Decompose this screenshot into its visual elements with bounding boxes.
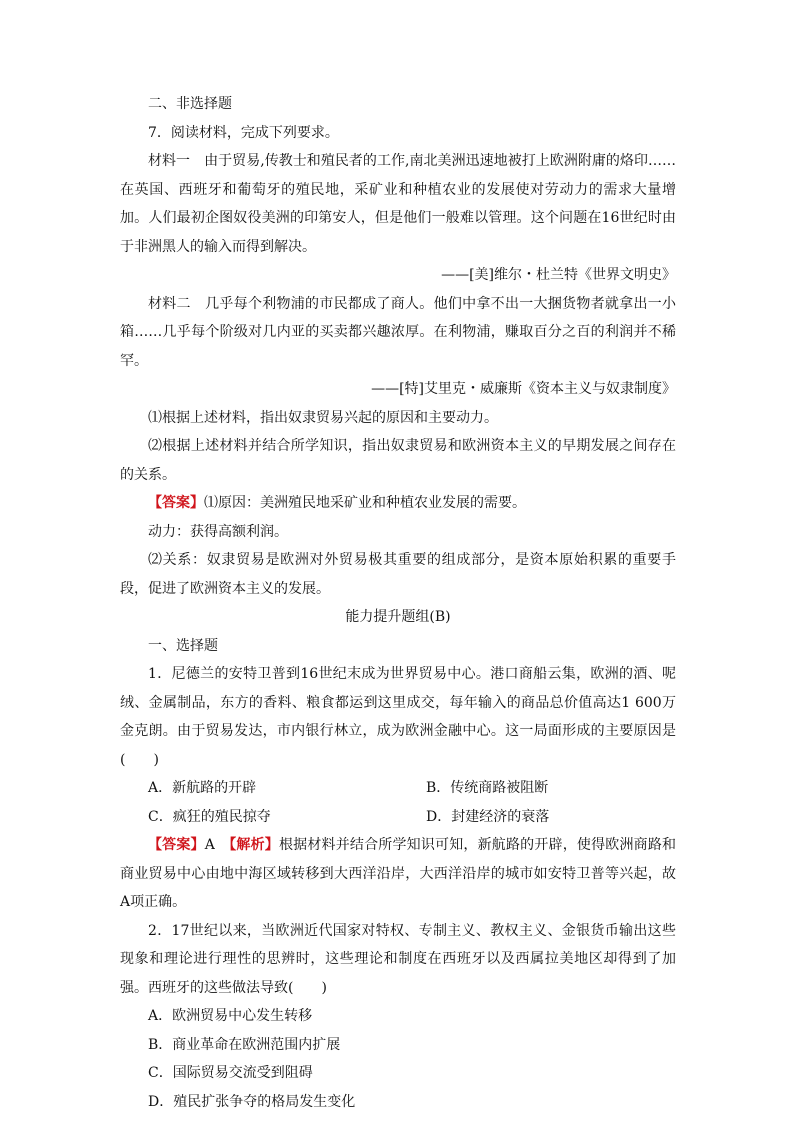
q1-options-row-1: [120, 774, 676, 803]
q7-sub-question-1: ⑴根据上述材料，指出奴隶贸易兴起的原因和主要动力。: [148, 409, 498, 426]
q1-option-d: D．封建经济的衰落: [426, 808, 550, 825]
q1-stem: 1．尼德兰的安特卫普到16世纪末成为世界贸易中心。港口商船云集，欧洲的酒、呢绒、金属制品，东方的香料、粮食都运到这里成交，每年输入的商品总价值高达1 600万金克朗。由于贸易发达，市内银行林立，成为欧洲金融中心。这一局面形成的主要原因是( ): [120, 666, 676, 768]
q7-source-2: ——[特]艾里克・威廉斯《资本主义与奴隶制度》: [371, 381, 676, 397]
q1-answer: [120, 831, 676, 917]
section-heading-nonchoice: 二、非选择题: [148, 96, 232, 112]
q1-answer-letter: A: [204, 837, 215, 853]
q7-source-1: ——[美]维尔・杜兰特《世界文明史》: [441, 267, 676, 283]
answer-tag: 【答案】: [148, 837, 205, 853]
q7-answer-1-text: ⑴原因：美洲殖民地采矿业和种植农业发展的需要。: [204, 495, 526, 511]
q2-stem: 2．17世纪以来，当欧洲近代国家对特权、专制主义、教权主义、金银货币输出这些现象和理论进行理性的思辨时，这些理论和制度在西班牙以及西属拉美地区却得到了加强。西班牙的这些做法导致( ): [120, 922, 676, 996]
q2-option-a: A．欧洲贸易中心发生转移: [148, 1008, 313, 1024]
answer-tag: 【答案】: [148, 495, 204, 511]
q7-answer-2: ⑵关系：奴隶贸易是欧洲对外贸易极其重要的组成部分，是资本原始积累的重要手段，促进了欧洲资本主义的发展。: [120, 552, 676, 597]
q1-option-c: C．疯狂的殖民掠夺: [148, 808, 271, 825]
q7-answer-1: [120, 489, 676, 518]
q1-option-b: B．传统商路被阻断: [426, 780, 549, 796]
document-page: [120, 90, 676, 1116]
group-title: 能力提升题组(B): [345, 609, 451, 625]
q2-option-d: D．殖民扩张争夺的格局发生变化: [148, 1093, 356, 1110]
section-heading-choice: 一、选择题: [148, 637, 218, 654]
q7-material-1: 材料一 由于贸易,传教士和殖民者的工作,南北美洲迅速地被打上欧洲附庸的烙印……在英国、西班牙和葡萄牙的殖民地，采矿业和种植农业的发展使对劳动力的需求大量增加。人们最初企图奴役美洲的印第安人，但是他们一般难以管理。这个问题在16世纪时由于非洲黑人的输入而得到解决。: [120, 153, 676, 255]
q7-answer-1b: 动力：获得高额利润。: [148, 523, 288, 540]
q1-options-row-2: [120, 803, 676, 832]
q7-material-2: 材料二 几乎每个利物浦的市民都成了商人。他们中拿不出一大捆货物者就拿出一小箱……几乎每个阶级对几内亚的买卖都兴趣浓厚。在利物浦，赚取百分之百的利润并不稀罕。: [120, 295, 676, 369]
q2-option-c: C．国际贸易交流受到阻碍: [148, 1065, 313, 1081]
q7-sub-question-2: ⑵根据上述材料并结合所学知识，指出奴隶贸易和欧洲资本主义的早期发展之间存在的关系。: [120, 438, 676, 483]
q1-option-a: A．新航路的开辟: [148, 780, 257, 796]
q2-option-b: B．商业革命在欧洲范围内扩展: [148, 1036, 341, 1053]
q1-analysis-text: 根据材料并结合所学知识可知，新航路的开辟，使得欧洲商路和商业贸易中心由地中海区域转移到大西洋沿岸，大西洋沿岸的城市如安特卫普等兴起，故A项正确。: [120, 837, 677, 910]
q7-stem: 7．阅读材料，完成下列要求。: [148, 124, 339, 141]
analysis-tag: 【解析】: [229, 837, 279, 853]
